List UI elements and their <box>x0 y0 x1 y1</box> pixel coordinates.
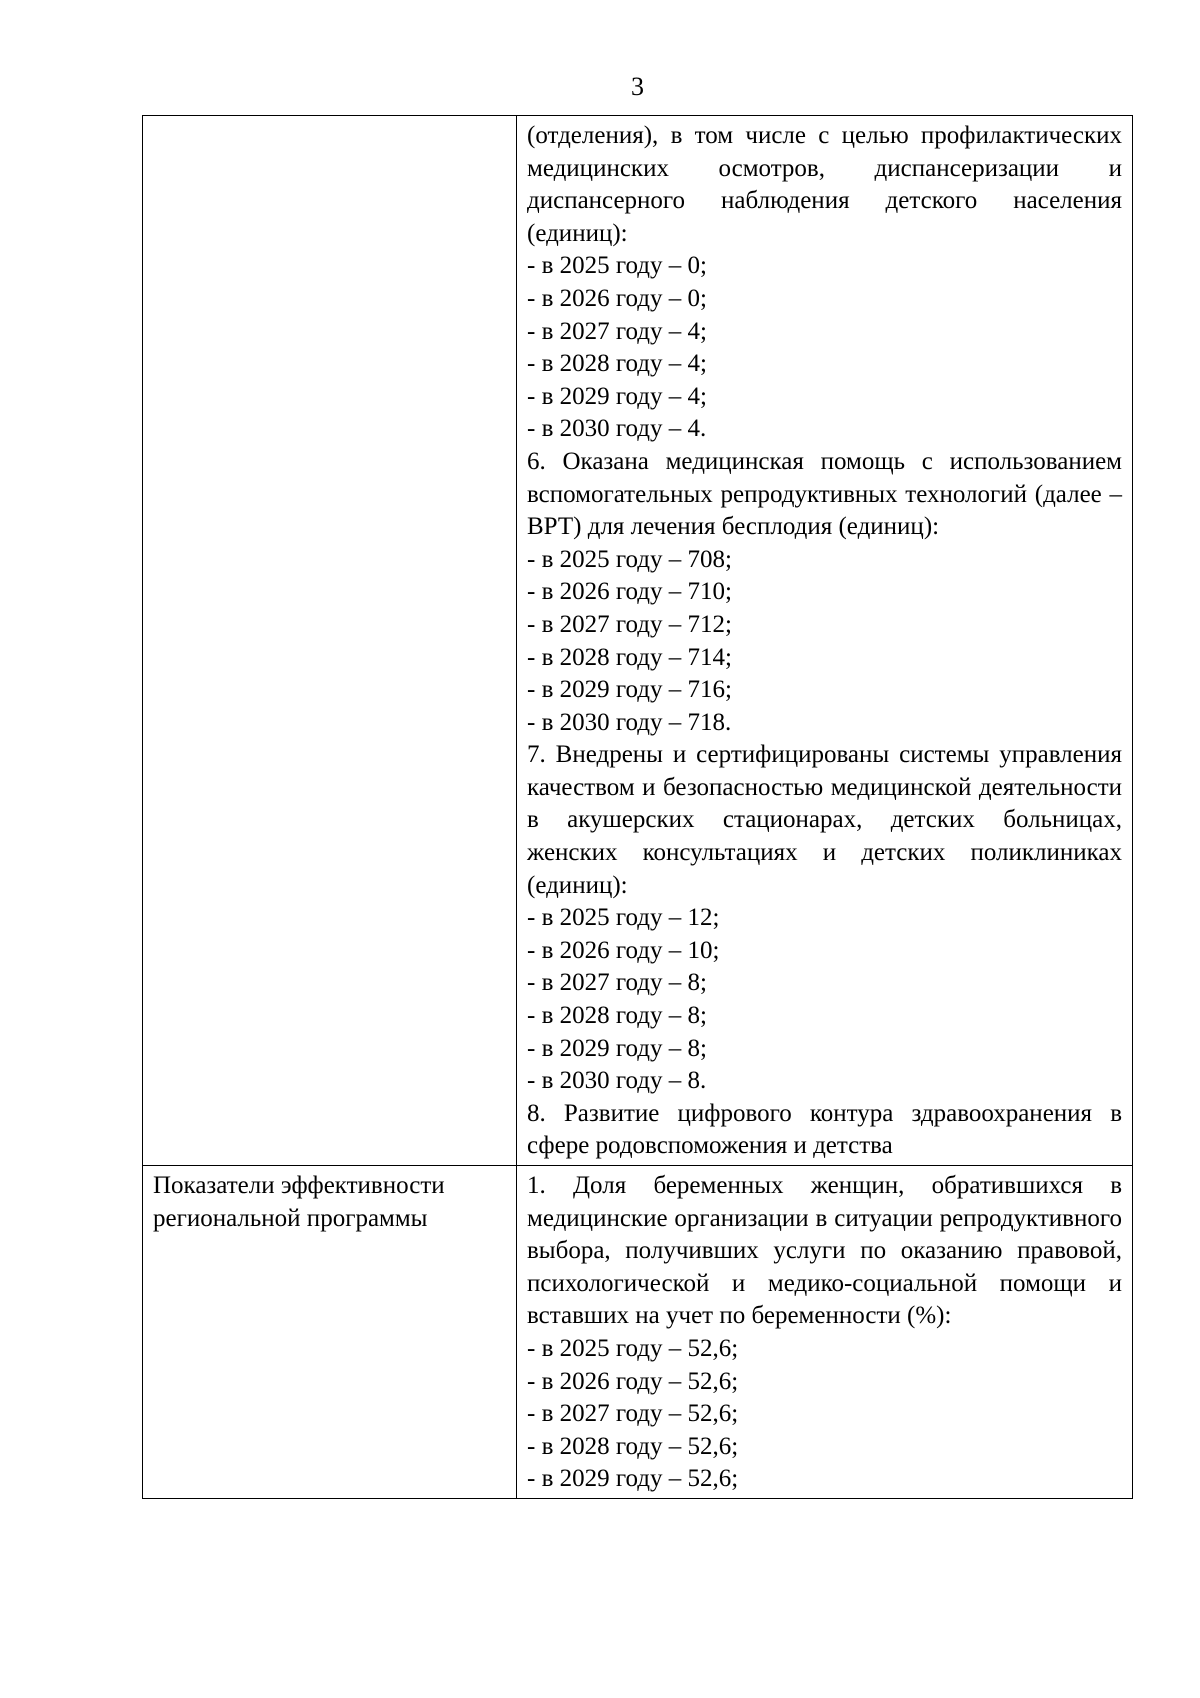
year-value-line: - в 2028 году – 714; <box>527 643 732 671</box>
year-value-line: - в 2026 году – 10; <box>527 936 720 964</box>
year-value-line: - в 2029 году – 4; <box>527 382 707 410</box>
content-paragraph: 6. Оказана медицинская помощь с использованием вспомогательных репродуктивных технологий (далее – ВРТ) для лечения бесплодия (единиц): <box>527 447 1122 541</box>
year-value-line: - в 2030 году – 8. <box>527 1067 707 1095</box>
year-value-line: - в 2026 году – 710; <box>527 578 732 606</box>
year-value-line: - в 2025 году – 12; <box>527 904 720 932</box>
year-value-line: - в 2028 году – 52,6; <box>527 1432 739 1460</box>
content-paragraph: 7. Внедрены и сертифицированы системы управления качеством и безопасностью медицинской деятельности в акушерских стационарах, детских больницах, женских консультациях и детских поликлиниках (единиц): <box>527 741 1122 899</box>
table-row <box>143 1166 1133 1499</box>
row-label: Показатели эффективности региональной программы <box>153 1172 445 1232</box>
year-value-line: - в 2027 году – 8; <box>527 969 707 997</box>
year-value-line: - в 2029 году – 716; <box>527 676 732 704</box>
year-value-line: - в 2027 году – 52,6; <box>527 1400 739 1428</box>
row-content-cell <box>517 1166 1133 1499</box>
year-value-line: - в 2028 году – 8; <box>527 1002 707 1030</box>
year-value-line: - в 2026 году – 52,6; <box>527 1367 739 1395</box>
year-value-line: - в 2029 году – 52,6; <box>527 1465 739 1493</box>
year-value-line: - в 2025 году – 0; <box>527 252 707 280</box>
year-value-line: - в 2029 году – 8; <box>527 1034 707 1062</box>
year-value-line: - в 2028 году – 4; <box>527 350 707 378</box>
year-value-line: - в 2025 году – 52,6; <box>527 1334 739 1362</box>
page-number: 3 <box>631 72 644 101</box>
row-label-cell <box>143 116 517 1166</box>
row-label-cell <box>143 1166 517 1499</box>
table-body <box>143 116 1133 1499</box>
row-content-cell <box>517 116 1133 1166</box>
content-paragraph: 1. Доля беременных женщин, обратившихся в медицинские организации в ситуации репродуктивного выбора, получивших услуги по оказанию правовой, психологической и медико-социальной помощи и вставших на учет по беременности (%): <box>527 1172 1122 1330</box>
content-paragraph: 8. Развитие цифрового контура здравоохранения в сфере родовспоможения и детства <box>527 1099 1122 1160</box>
year-value-line: - в 2027 году – 4; <box>527 317 707 345</box>
year-value-line: - в 2025 году – 708; <box>527 545 732 573</box>
year-value-line: - в 2030 году – 4. <box>527 415 707 443</box>
program-passport-table <box>142 115 1133 1499</box>
table-row <box>143 116 1133 1166</box>
year-value-line: - в 2027 году – 712; <box>527 610 732 638</box>
content-paragraph: (отделения), в том числе с целью профилактических медицинских осмотров, диспансеризации и диспансерного наблюдения детского населения (единиц): <box>527 122 1122 247</box>
year-value-line: - в 2026 году – 0; <box>527 284 707 312</box>
year-value-line: - в 2030 году – 718. <box>527 708 732 736</box>
